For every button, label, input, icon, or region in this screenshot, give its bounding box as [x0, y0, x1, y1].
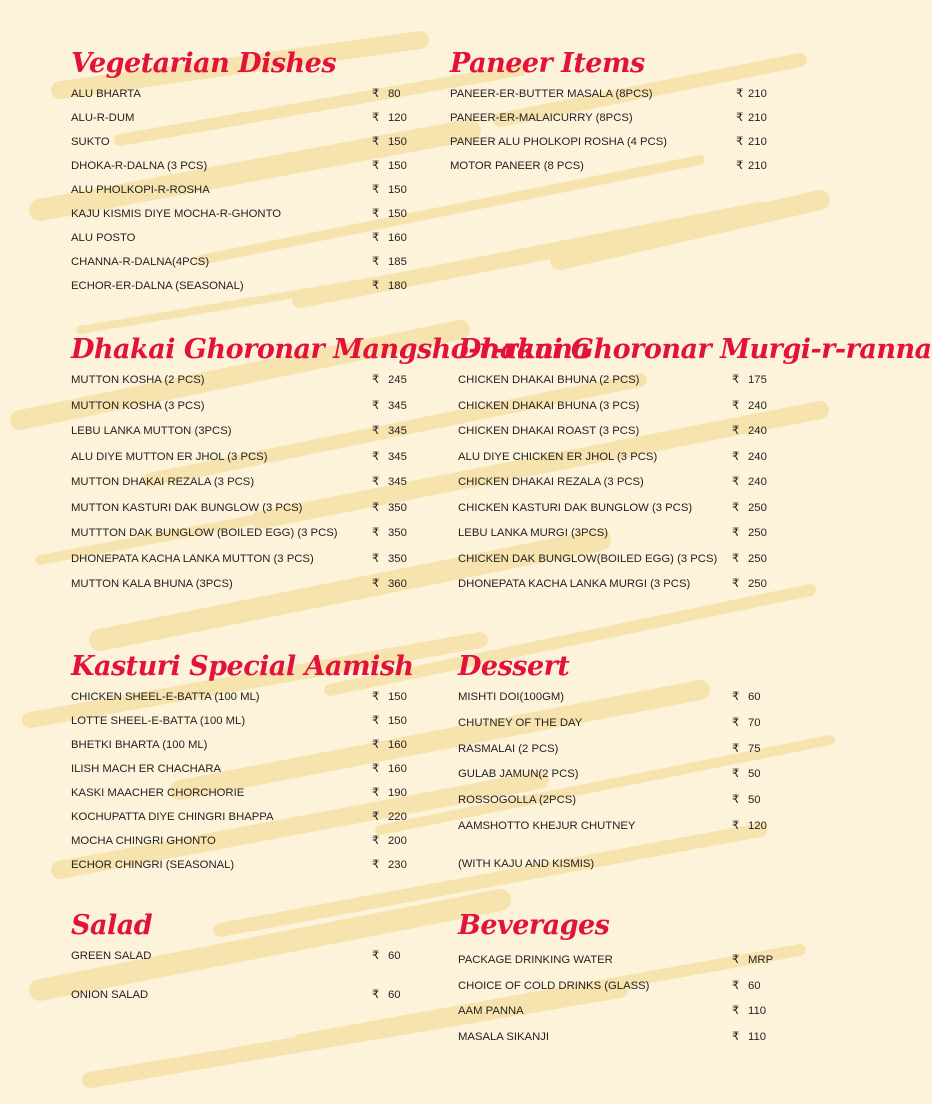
rupee-icon: ₹ [372, 112, 380, 124]
section-vegetarian [71, 48, 421, 303]
menu-item-name: LEBU LANKA MUTTON (3PCS) [71, 425, 232, 437]
menu-item-name: MOCHA CHINGRI GHONTO [71, 835, 216, 847]
menu-item-name: MUTTON KOSHA (3 PCS) [71, 399, 205, 412]
rupee-icon: ₹ [732, 578, 740, 590]
menu-item-price: 50 [748, 768, 761, 781]
menu-item-name: MUTTON KOSHA (2 PCS) [71, 374, 205, 386]
menu-item-name: CHICKEN DHAKAI ROAST (3 PCS) [458, 425, 640, 437]
menu-item-price: 80 [388, 88, 401, 100]
rupee-icon: ₹ [372, 691, 380, 703]
menu-item-name: CHOICE OF COLD DRINKS (GLASS) [458, 979, 650, 992]
menu-item-price: 350 [388, 501, 407, 514]
rupee-icon: ₹ [372, 989, 380, 1001]
menu-item-name: ECHOR CHINGRI (SEASONAL) [71, 859, 235, 871]
menu-item-price: 230 [388, 859, 407, 871]
item-list [450, 87, 790, 183]
section-title-mangsho: Dhakai Ghoronar Mangsho-r-ranna [71, 334, 590, 365]
rupee-icon: ₹ [732, 979, 740, 992]
rupee-icon: ₹ [372, 280, 380, 292]
menu-item-price: 60 [388, 950, 401, 962]
menu-item-name: MISHTI DOI(100GM) [458, 691, 565, 703]
menu-item-price: 180 [388, 280, 407, 292]
menu-item-name: AAMSHOTTO KHEJUR CHUTNEY [458, 820, 636, 832]
menu-item-price: 210 [748, 136, 767, 148]
menu-item-price: 120 [748, 820, 767, 832]
menu-item-price: 250 [748, 527, 767, 539]
rupee-icon: ₹ [736, 88, 744, 100]
menu-item-name: PANEER ALU PHOLKOPI ROSHA (4 PCS) [450, 136, 668, 148]
menu-item-price: 190 [388, 787, 407, 799]
menu-item-price: 150 [388, 208, 407, 220]
menu-item-price: 160 [388, 232, 407, 244]
menu-item-name: BHETKI BHARTA (100 ML) [71, 739, 208, 751]
menu-item-price: 110 [748, 1005, 767, 1017]
item-list [458, 953, 798, 1055]
menu-item-name: ALU DIYE MUTTON ER JHOL (3 PCS) [71, 450, 268, 463]
menu-item-name: RASMALAI (2 PCS) [458, 742, 559, 755]
menu-item-price: 160 [388, 739, 407, 751]
menu-item-name: MUTTTON DAK BUNGLOW (BOILED EGG) (3 PCS) [71, 527, 338, 539]
rupee-icon: ₹ [372, 763, 380, 775]
menu-item-name: PANEER-ER-MALAICURRY (8PCS) [450, 112, 633, 124]
menu-item-name: ONION SALAD [71, 989, 149, 1001]
section-beverages [458, 910, 798, 1055]
menu-item-name: LOTTE SHEEL-E-BATTA (100 ML) [71, 715, 246, 727]
menu-item-name: MASALA SIKANJI [458, 1030, 550, 1043]
menu-item-name: PACKAGE DRINKING WATER [458, 954, 613, 966]
menu-item-name: CHICKEN DAK BUNGLOW(BOILED EGG) (3 PCS) [458, 552, 718, 565]
menu-item-price: 50 [748, 794, 761, 807]
rupee-icon: ₹ [732, 476, 740, 488]
item-list [71, 690, 421, 882]
rupee-icon: ₹ [732, 450, 740, 463]
rupee-icon: ₹ [372, 811, 380, 823]
section-title-paneer: Paneer Items [450, 48, 645, 79]
rupee-icon: ₹ [372, 184, 380, 196]
menu-item-price: 350 [388, 552, 407, 565]
rupee-icon: ₹ [732, 552, 740, 565]
menu-item-name: GULAB JAMUN(2 PCS) [458, 768, 579, 781]
menu-item-price: 60 [748, 691, 761, 703]
menu-item-name: MOTOR PANEER (8 PCS) [450, 160, 584, 172]
menu-item-name: CHICKEN DHAKAI BHUNA (3 PCS) [458, 399, 640, 412]
rupee-icon: ₹ [732, 820, 740, 832]
rupee-icon: ₹ [736, 160, 744, 172]
menu-item-name: MUTTON KALA BHUNA (3PCS) [71, 578, 233, 590]
menu-item-price: 185 [388, 256, 407, 268]
item-list [71, 949, 421, 1027]
menu-item-price: 250 [748, 501, 767, 514]
menu-item-price: 240 [748, 476, 767, 488]
menu-item-price: 345 [388, 399, 407, 412]
menu-item-name: LEBU LANKA MURGI (3PCS) [458, 527, 609, 539]
menu-item-price: 345 [388, 450, 407, 463]
menu-item-price: 240 [748, 425, 767, 437]
section-title-salad: Salad [71, 910, 153, 941]
menu-item-name: DHONEPATA KACHA LANKA MUTTON (3 PCS) [71, 552, 314, 565]
menu-item-price: 75 [748, 742, 761, 755]
menu-item-name: KOCHUPATTA DIYE CHINGRI BHAPPA [71, 811, 274, 823]
menu-item-price: MRP [748, 954, 774, 966]
menu-item-price: 250 [748, 578, 767, 590]
rupee-icon: ₹ [372, 552, 380, 565]
item-list [71, 373, 441, 603]
menu-item-price: 110 [748, 1030, 767, 1043]
section-aamish [71, 651, 421, 882]
section-title-dessert: Dessert [458, 651, 570, 682]
rupee-icon: ₹ [372, 715, 380, 727]
rupee-icon: ₹ [372, 374, 380, 386]
menu-item-price: 210 [748, 88, 767, 100]
section-title-vegetarian: Vegetarian Dishes [71, 48, 337, 79]
rupee-icon: ₹ [372, 578, 380, 590]
rupee-icon: ₹ [372, 739, 380, 751]
rupee-icon: ₹ [372, 859, 380, 871]
menu-item-price: 150 [388, 691, 407, 703]
menu-item-name: ALU-R-DUM [71, 112, 135, 124]
rupee-icon: ₹ [732, 742, 740, 755]
item-list [458, 690, 798, 845]
rupee-icon: ₹ [372, 136, 380, 148]
rupee-icon: ₹ [736, 112, 744, 124]
menu-item-price: 240 [748, 399, 767, 412]
rupee-icon: ₹ [372, 450, 380, 463]
menu-item-name: CHICKEN KASTURI DAK BUNGLOW (3 PCS) [458, 501, 693, 514]
section-murgi [458, 334, 932, 603]
section-paneer [450, 48, 790, 183]
menu-item-price: 150 [388, 160, 407, 172]
menu-item-name: DHOKA-R-DALNA (3 PCS) [71, 160, 208, 172]
section-title-murgi: Dhakai Ghoronar Murgi-r-ranna [458, 334, 932, 365]
rupee-icon: ₹ [732, 425, 740, 437]
rupee-icon: ₹ [732, 501, 740, 514]
menu-item-name: GREEN SALAD [71, 950, 152, 962]
menu-item-name: PANEER-ER-BUTTER MASALA (8PCS) [450, 88, 653, 100]
menu-item-price: 345 [388, 476, 407, 488]
rupee-icon: ₹ [732, 374, 740, 386]
menu-item-price: 245 [388, 374, 407, 386]
section-salad [71, 910, 421, 1027]
rupee-icon: ₹ [732, 1030, 740, 1043]
rupee-icon: ₹ [372, 527, 380, 539]
rupee-icon: ₹ [372, 256, 380, 268]
menu-item-price: 250 [748, 552, 767, 565]
rupee-icon: ₹ [732, 716, 740, 729]
item-list [71, 87, 421, 303]
menu-item-price: 150 [388, 184, 407, 196]
menu-item-name: ALU PHOLKOPI-R-ROSHA [71, 184, 210, 196]
menu-item-name: MUTTON KASTURI DAK BUNGLOW (3 PCS) [71, 501, 303, 514]
rupee-icon: ₹ [372, 476, 380, 488]
menu-item-price: 210 [748, 160, 767, 172]
menu-item-name: CHUTNEY OF THE DAY [458, 716, 583, 729]
rupee-icon: ₹ [732, 691, 740, 703]
menu-item-name: ECHOR-ER-DALNA (SEASONAL) [71, 280, 244, 292]
menu-item-name: CHICKEN SHEEL-E-BATTA (100 ML) [71, 691, 260, 703]
menu-item-price: 240 [748, 450, 767, 463]
menu-item-price: 220 [388, 811, 407, 823]
rupee-icon: ₹ [372, 501, 380, 514]
menu-item-name: ALU DIYE CHICKEN ER JHOL (3 PCS) [458, 450, 658, 463]
menu-item-name: CHANNA-R-DALNA(4PCS) [71, 256, 210, 268]
rupee-icon: ₹ [732, 527, 740, 539]
section-dessert: Dessert MISHTI DOI(100GM) ₹ 60 CHUTNEY OF THE DAY ₹ 70 RASMALAI (2 PCS) ₹ 75 GULAB JAMUN(2 PCS) ₹ 50 ROSSOGOLLA (2PCS) ₹ 50 AAMSHOTTO KHEJUR CHUTNEY ₹ 120 (WITH KAJU AND KISMIS) [458, 651, 798, 857]
item-list [458, 373, 828, 603]
menu-item-name: DHONEPATA KACHA LANKA MURGI (3 PCS) [458, 578, 691, 590]
rupee-icon: ₹ [732, 1005, 740, 1017]
menu-item-price: 360 [388, 578, 407, 590]
rupee-icon: ₹ [732, 399, 740, 412]
rupee-icon: ₹ [372, 835, 380, 847]
rupee-icon: ₹ [372, 950, 380, 962]
menu-item-price: 345 [388, 425, 407, 437]
menu-item-price: 175 [748, 374, 767, 386]
menu-item-name: AAM PANNA [458, 1005, 524, 1017]
rupee-icon: ₹ [732, 768, 740, 781]
rupee-icon: ₹ [372, 232, 380, 244]
menu-item-price: 210 [748, 112, 767, 124]
menu-item-price: 160 [388, 763, 407, 775]
menu-item-name: CHICKEN DHAKAI REZALA (3 PCS) [458, 476, 644, 488]
menu-item-name: ALU POSTO [71, 232, 136, 244]
menu-item-price: 150 [388, 136, 407, 148]
menu-item-name: KASKI MAACHER CHORCHORIE [71, 787, 245, 799]
rupee-icon: ₹ [372, 208, 380, 220]
rupee-icon: ₹ [732, 794, 740, 807]
rupee-icon: ₹ [372, 425, 380, 437]
menu-item-price: 200 [388, 835, 407, 847]
menu-item-name: ILISH MACH ER CHACHARA [71, 763, 222, 775]
rupee-icon: ₹ [372, 787, 380, 799]
menu-item-name: CHICKEN DHAKAI BHUNA (2 PCS) [458, 374, 640, 386]
menu-item-name: ALU BHARTA [71, 88, 141, 100]
menu-item-price: 70 [748, 716, 761, 729]
menu-item-price: 60 [748, 979, 761, 992]
menu-item-price: 120 [388, 112, 407, 124]
section-title-beverages: Beverages [458, 910, 610, 941]
menu-item-name: SUKTO [71, 136, 110, 148]
menu-item-name: ROSSOGOLLA (2PCS) [458, 794, 577, 807]
menu-item-name: MUTTON DHAKAI REZALA (3 PCS) [71, 476, 255, 488]
menu-item-price: 350 [388, 527, 407, 539]
menu-item-price: 60 [388, 989, 401, 1001]
section-title-aamish: Kasturi Special Aamish [71, 651, 414, 682]
rupee-icon: ₹ [732, 954, 740, 966]
menu-item-price: 150 [388, 715, 407, 727]
rupee-icon: ₹ [372, 160, 380, 172]
rupee-icon: ₹ [372, 88, 380, 100]
rupee-icon: ₹ [372, 399, 380, 412]
rupee-icon: ₹ [736, 136, 744, 148]
menu-item-name: KAJU KISMIS DIYE MOCHA-R-GHONTO [71, 208, 282, 220]
